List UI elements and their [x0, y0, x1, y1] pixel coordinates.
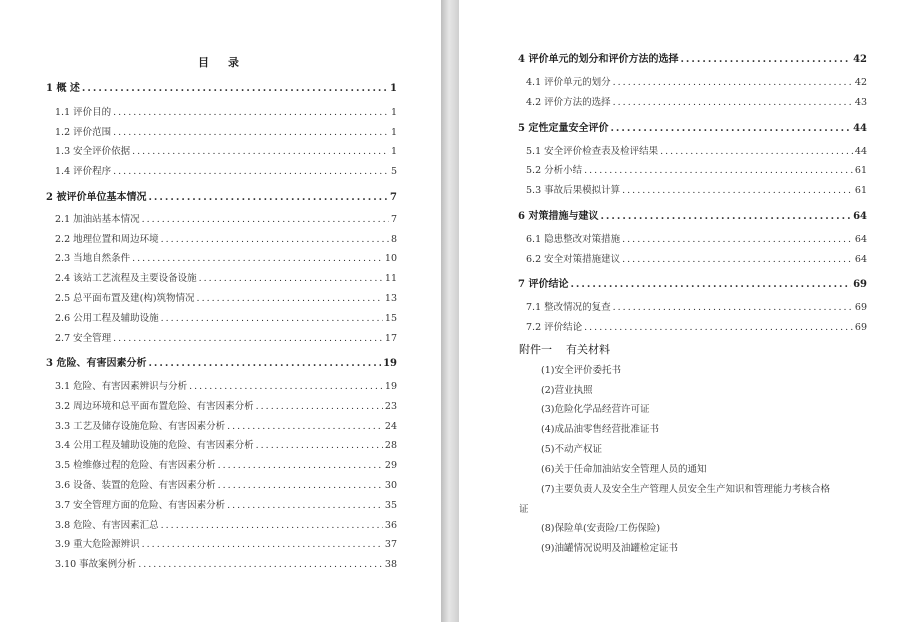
- toc-leader-dots: [613, 77, 853, 88]
- toc-page-number: 10: [384, 253, 397, 264]
- toc-entry-title: 3.9 重大危险源辨识: [55, 539, 140, 550]
- attachment-item: (7)主要负责人及安全生产管理人员安全生产知识和管理能力考核合格: [541, 484, 830, 495]
- toc-entry-title: 3 危险、有害因素分析: [46, 358, 147, 369]
- toc-chapter-entry[interactable]: [518, 275, 867, 289]
- toc-entry-title: 2.7 安全管理: [55, 333, 112, 344]
- toc-leader-dots: [199, 273, 383, 284]
- toc-section-entry[interactable]: [526, 319, 867, 333]
- toc-leader-dots: [218, 480, 383, 491]
- toc-page-number: 24: [384, 421, 397, 432]
- toc-page-number: 64: [854, 254, 867, 265]
- toc-section-entry[interactable]: [55, 211, 397, 225]
- toc-page-number: 1: [390, 127, 397, 138]
- toc-entry-title: 6.1 隐患整改对策措施: [526, 234, 621, 245]
- toc-chapter-entry[interactable]: [46, 79, 397, 93]
- toc-entry-title: 5.3 事故后果模拟计算: [526, 185, 621, 196]
- toc-section-entry[interactable]: [526, 143, 867, 157]
- attachment-item: (4)成品油零售经营批准证书: [541, 424, 659, 435]
- toc-leader-dots: [132, 146, 389, 157]
- attachment-item: (2)营业执照: [541, 385, 593, 396]
- toc-page-number: 1: [390, 146, 397, 157]
- toc-page-number: 69: [854, 322, 867, 333]
- toc-leader-dots: [660, 146, 853, 157]
- toc-page-number: 61: [854, 165, 867, 176]
- toc-entry-title: 4.1 评价单元的划分: [526, 77, 611, 88]
- toc-leader-dots: [161, 313, 383, 324]
- toc-section-entry[interactable]: [55, 437, 397, 451]
- toc-page-number: 44: [854, 146, 867, 157]
- toc-page-number: 64: [854, 234, 867, 245]
- toc-section-entry[interactable]: [55, 270, 397, 284]
- toc-section-entry[interactable]: [526, 251, 867, 265]
- toc-section-entry[interactable]: [55, 497, 397, 511]
- toc-entry-title: 1.2 评价范围: [55, 127, 112, 138]
- toc-page-number: 7: [390, 214, 397, 225]
- toc-entry-title: 2.1 加油站基本情况: [55, 214, 140, 225]
- toc-page-number: 36: [384, 520, 397, 531]
- toc-page-number: 35: [384, 500, 397, 511]
- toc-entry-title: 2.6 公用工程及辅助设施: [55, 313, 159, 324]
- toc-leader-dots: [218, 460, 383, 471]
- toc-leader-dots: [113, 333, 383, 344]
- toc-section-entry[interactable]: [55, 330, 397, 344]
- attachment-item: (6)关于任命加油站安全管理人员的通知: [541, 464, 707, 475]
- toc-page-number: 42: [853, 54, 867, 65]
- toc-leader-dots: [256, 440, 383, 451]
- toc-leader-dots: [256, 401, 383, 412]
- toc-page-number: 69: [854, 302, 867, 313]
- attachment-item: (3)危险化学品经营许可证: [541, 404, 650, 415]
- toc-page-number: 61: [854, 185, 867, 196]
- toc-leader-dots: [132, 253, 383, 264]
- toc-leader-dots: [584, 165, 853, 176]
- toc-page-number: 19: [383, 358, 397, 369]
- page-gutter: [441, 0, 459, 622]
- toc-entry-title: 2.3 当地自然条件: [55, 253, 131, 264]
- toc-leader-dots: [613, 97, 853, 108]
- toc-entry-title: 3.3 工艺及储存设施危险、有害因素分析: [55, 421, 226, 432]
- toc-leader-dots: [622, 234, 853, 245]
- attachment-heading: [519, 341, 610, 357]
- toc-section-entry[interactable]: [55, 104, 397, 118]
- toc-page-number: 23: [384, 401, 397, 412]
- toc-leader-dots: [142, 214, 389, 225]
- toc-page-number: 13: [384, 293, 397, 304]
- toc-section-entry[interactable]: [55, 310, 397, 324]
- toc-section-entry[interactable]: [55, 231, 397, 245]
- toc-entry-title: 3.8 危险、有害因素汇总: [55, 520, 159, 531]
- toc-leader-dots: [570, 279, 851, 290]
- toc-leader-dots: [227, 500, 383, 511]
- toc-page-number: 28: [384, 440, 397, 451]
- toc-entry-title: 5 定性定量安全评价: [518, 123, 609, 134]
- toc-page-number: 15: [384, 313, 397, 324]
- toc-leader-dots: [622, 185, 853, 196]
- toc-section-entry[interactable]: [55, 457, 397, 471]
- toc-leader-dots: [197, 293, 383, 304]
- toc-section-entry[interactable]: [526, 94, 867, 108]
- toc-page-number: 30: [384, 480, 397, 491]
- toc-section-entry[interactable]: [526, 182, 867, 196]
- toc-leader-dots: [148, 358, 381, 369]
- toc-entry-title: 6.2 安全对策措施建议: [526, 254, 621, 265]
- toc-title: 目 录: [198, 56, 243, 69]
- toc-entry-title: 3.5 检维修过程的危险、有害因素分析: [55, 460, 216, 471]
- toc-leader-dots: [138, 559, 383, 570]
- toc-section-entry[interactable]: [55, 536, 397, 550]
- toc-entry-title: 6 对策措施与建议: [518, 211, 599, 222]
- toc-chapter-entry[interactable]: [518, 50, 867, 64]
- toc-page-number: 8: [390, 234, 397, 245]
- toc-leader-dots: [584, 322, 853, 333]
- toc-entry-title: 7.2 评价结论: [526, 322, 583, 333]
- toc-section-entry[interactable]: [55, 556, 397, 570]
- toc-section-entry[interactable]: [526, 74, 867, 88]
- toc-entry-title: 2.5 总平面布置及建(构)筑物情况: [55, 293, 195, 304]
- toc-section-entry[interactable]: [55, 398, 397, 412]
- toc-chapter-entry[interactable]: [518, 119, 867, 133]
- toc-section-entry[interactable]: [55, 290, 397, 304]
- toc-leader-dots: [142, 539, 383, 550]
- toc-chapter-entry[interactable]: [518, 207, 867, 221]
- attachment-item: (1)安全评价委托书: [541, 365, 621, 376]
- attachment-heading-label: 附件一: [519, 343, 552, 356]
- attachment-item: (8)保险单(安责险/工伤保险): [541, 523, 661, 534]
- toc-entry-title: 2.2 地理位置和周边环境: [55, 234, 159, 245]
- toc-page-number: 5: [390, 166, 397, 177]
- toc-page-number: 38: [384, 559, 397, 570]
- toc-leader-dots: [227, 421, 383, 432]
- toc-entry-title: 1 概 述: [46, 83, 80, 94]
- toc-entry-title: 2.4 该站工艺流程及主要设备设施: [55, 273, 197, 284]
- toc-page-number: 17: [384, 333, 397, 344]
- toc-leader-dots: [161, 520, 383, 531]
- attachment-item-wrap: 证: [519, 504, 529, 515]
- toc-entry-title: 7 评价结论: [518, 279, 569, 290]
- toc-page-number: 11: [384, 273, 397, 284]
- toc-section-entry[interactable]: [526, 231, 867, 245]
- toc-section-entry[interactable]: [55, 163, 397, 177]
- toc-entry-title: 4.2 评价方法的选择: [526, 97, 611, 108]
- attachment-item: (9)油罐情况说明及油罐检定证书: [541, 543, 678, 554]
- toc-page-number: 29: [384, 460, 397, 471]
- toc-chapter-entry[interactable]: [46, 188, 397, 202]
- toc-section-entry[interactable]: [55, 143, 397, 157]
- attachment-item: (5)不动产权证: [541, 444, 602, 455]
- toc-page-number: 19: [384, 381, 397, 392]
- toc-leader-dots: [680, 54, 851, 65]
- toc-page-number: 7: [390, 192, 397, 203]
- toc-entry-title: 1.1 评价目的: [55, 107, 112, 118]
- toc-section-entry[interactable]: [55, 517, 397, 531]
- toc-entry-title: 3.6 设备、装置的危险、有害因素分析: [55, 480, 216, 491]
- toc-entry-title: 2 被评价单位基本情况: [46, 192, 147, 203]
- toc-entry-title: 3.4 公用工程及辅助设施的危险、有害因素分析: [55, 440, 254, 451]
- toc-chapter-entry[interactable]: [46, 354, 397, 368]
- toc-section-entry[interactable]: [55, 250, 397, 264]
- document-page-right: [459, 0, 900, 622]
- toc-page-number: 42: [854, 77, 867, 88]
- toc-entry-title: 3.2 周边环境和总平面布置危险、有害因素分析: [55, 401, 254, 412]
- toc-leader-dots: [622, 254, 853, 265]
- toc-leader-dots: [113, 107, 389, 118]
- toc-section-entry[interactable]: [526, 162, 867, 176]
- toc-entry-title: 3.10 事故案例分析: [55, 559, 137, 570]
- toc-section-entry[interactable]: [55, 378, 397, 392]
- toc-leader-dots: [161, 234, 389, 245]
- toc-leader-dots: [113, 166, 389, 177]
- toc-page-number: 43: [854, 97, 867, 108]
- toc-leader-dots: [600, 211, 851, 222]
- toc-leader-dots: [613, 302, 853, 313]
- toc-leader-dots: [189, 381, 383, 392]
- toc-page-number: 1: [390, 107, 397, 118]
- toc-page-number: 1: [390, 83, 397, 94]
- toc-entry-title: 1.3 安全评价依据: [55, 146, 131, 157]
- toc-section-entry[interactable]: [526, 299, 867, 313]
- toc-entry-title: 1.4 评价程序: [55, 166, 112, 177]
- toc-entry-title: 5.2 分析小结: [526, 165, 583, 176]
- toc-page-number: 37: [384, 539, 397, 550]
- toc-section-entry[interactable]: [55, 477, 397, 491]
- toc-entry-title: 3.1 危险、有害因素辨识与分析: [55, 381, 188, 392]
- toc-page-number: 69: [853, 279, 867, 290]
- toc-entry-title: 4 评价单元的划分和评价方法的选择: [518, 54, 679, 65]
- toc-page-number: 44: [853, 123, 867, 134]
- toc-section-entry[interactable]: [55, 124, 397, 138]
- toc-entry-title: 7.1 整改情况的复查: [526, 302, 611, 313]
- toc-section-entry[interactable]: [55, 418, 397, 432]
- attachment-heading-title: 有关材料: [566, 343, 610, 356]
- document-page-left: [0, 0, 441, 622]
- toc-page-number: 64: [853, 211, 867, 222]
- toc-entry-title: 5.1 安全评价检查表及检评结果: [526, 146, 659, 157]
- toc-entry-title: 3.7 安全管理方面的危险、有害因素分析: [55, 500, 226, 511]
- toc-leader-dots: [113, 127, 389, 138]
- toc-leader-dots: [610, 123, 851, 134]
- toc-leader-dots: [82, 83, 388, 94]
- toc-leader-dots: [148, 192, 388, 203]
